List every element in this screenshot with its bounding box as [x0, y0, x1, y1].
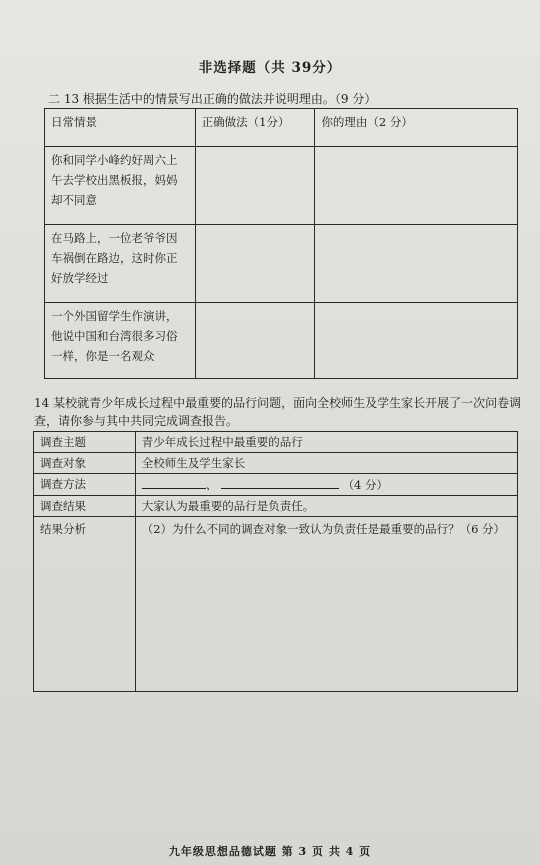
q14-label-method: 调查方法 — [34, 474, 136, 496]
q14-row-method — [34, 474, 518, 496]
q14-label-analysis: 结果分析 — [34, 517, 136, 692]
q13-scenario-1: 你和同学小峰约好周六上午去学校出黑板报，妈妈却不同意 — [45, 147, 196, 225]
page-footer: 九年级思想品德试题 第 3 页 共 4 页 — [168, 845, 372, 858]
q13-header-scenario: 日常情景 — [45, 109, 196, 147]
q14-value-topic: 青少年成长过程中最重要的品行 — [135, 432, 517, 453]
q13-reason-answer-3[interactable] — [315, 303, 518, 379]
q14-value-result: 大家认为最重要的品行是负责任。 — [135, 496, 517, 517]
q14-value-subjects: 全校师生及学生家长 — [135, 453, 517, 474]
q14-row-topic — [34, 432, 518, 453]
q14-value-analysis[interactable] — [135, 517, 517, 692]
q14-label-subjects: 调查对象 — [34, 453, 136, 474]
q13-header-reason: 你的理由（2 分） — [315, 109, 518, 147]
q14-label-result: 调查结果 — [34, 496, 136, 517]
method-points: （4 分） — [342, 478, 389, 492]
q13-row — [45, 147, 518, 225]
q14-value-method — [135, 474, 517, 496]
method-blank-1[interactable] — [142, 474, 206, 489]
q13-action-answer-1[interactable] — [195, 147, 315, 225]
method-blank-2[interactable] — [221, 474, 339, 489]
q13-reason-answer-2[interactable] — [315, 225, 518, 303]
section-title: 非选择题（共 39分） — [198, 60, 342, 76]
q14-label-topic: 调查主题 — [34, 432, 136, 453]
q13-table — [44, 108, 518, 379]
q13-row — [45, 303, 518, 379]
q13-header-row — [45, 109, 518, 147]
method-separator: 、 — [205, 478, 218, 492]
q14-table — [33, 431, 518, 692]
q13-scenario-2: 在马路上，一位老爷爷因车祸倒在路边，这时你正好放学经过 — [45, 225, 196, 303]
q13-action-answer-2[interactable] — [195, 225, 315, 303]
q13-scenario-3: 一个外国留学生作演讲，他说中国和台湾很多习俗一样，你是一名观众 — [45, 303, 196, 379]
q14-prompt: 14 某校就青少年成长过程中最重要的品行问题，面向全校师生及学生家长开展了一次问卷调查，请你参与其中共同完成调查报告。 — [34, 396, 522, 428]
q13-reason-answer-1[interactable] — [315, 147, 518, 225]
q14-row-result — [34, 496, 518, 517]
q14-row-subjects — [34, 453, 518, 474]
q13-prompt: 二 13 根据生活中的情景写出正确的做法并说明理由。（9 分） — [48, 92, 377, 106]
q13-row — [45, 225, 518, 303]
analysis-question: （2）为什么不同的调查对象一致认为负责任是最重要的品行？（6 分） — [141, 522, 506, 536]
q14-row-analysis — [34, 517, 518, 692]
q13-header-action: 正确做法（1分） — [195, 109, 315, 147]
q13-action-answer-3[interactable] — [195, 303, 315, 379]
